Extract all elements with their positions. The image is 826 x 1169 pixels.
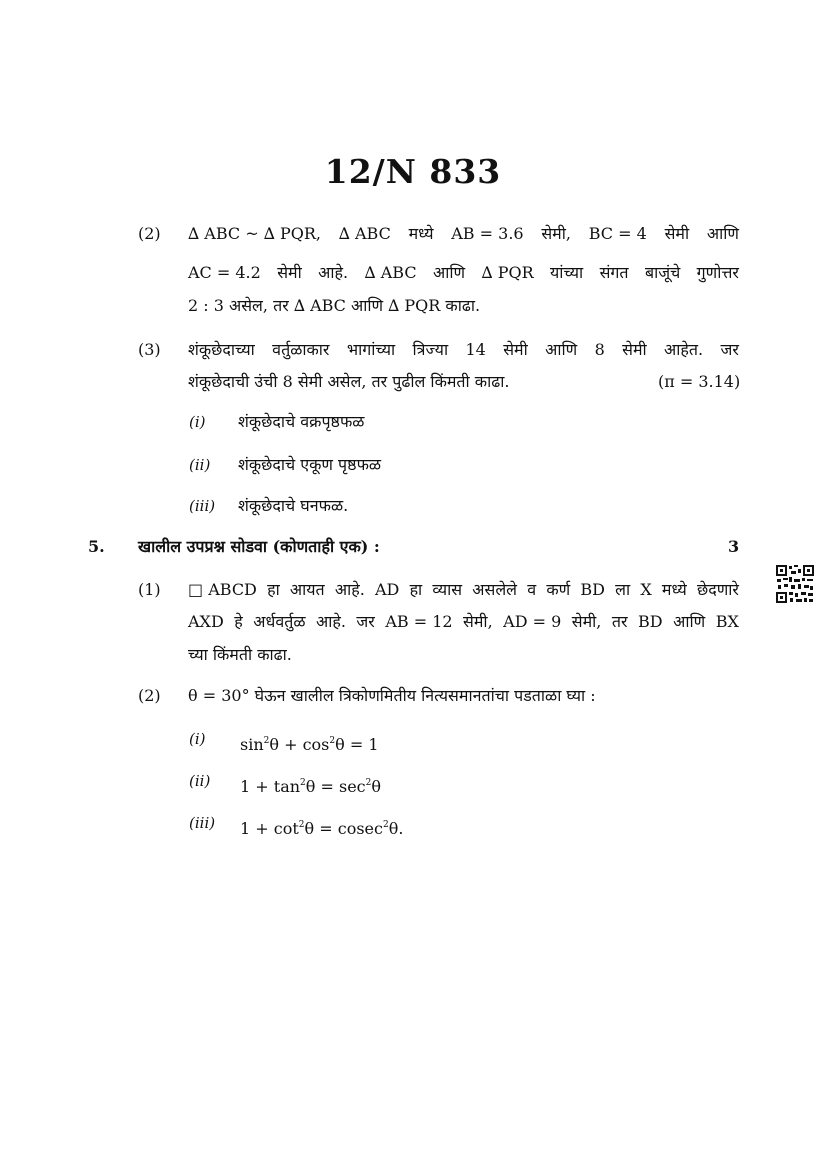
text-span: कर्ण <box>546 580 571 599</box>
text-span: आणि <box>673 612 706 631</box>
exponent: 2 <box>298 820 305 830</box>
text-span: हे <box>234 612 243 631</box>
text-span: X <box>640 580 652 599</box>
q3-line-2: शंकूछेदाची उंची 8 सेमी असेल, तर पुढील किंमती काढा. <box>188 372 510 391</box>
identity-2 <box>240 773 381 797</box>
text-span: जर <box>356 612 375 631</box>
text-span: जर <box>720 340 739 359</box>
text-span: आणि <box>432 263 466 282</box>
q5-1-line-1 <box>188 580 739 600</box>
sub-label: (ii) <box>189 772 211 790</box>
text-span: यांच्या <box>550 263 584 282</box>
marks: 3 <box>728 537 740 556</box>
question-number: (3) <box>138 340 161 359</box>
math-part: θ. <box>388 819 404 838</box>
qr-code-icon <box>776 565 814 603</box>
text-span: AC = 4.2 <box>188 263 261 282</box>
text-span: आहे. <box>318 263 349 282</box>
text-span: सेमी, <box>463 612 493 631</box>
text-span: 14 <box>465 340 486 359</box>
text-span: तर <box>611 612 628 631</box>
sub-text: शंकूछेदाचे एकूण पृष्ठफळ <box>238 455 382 474</box>
text-span: AD <box>374 580 400 599</box>
exponent: 2 <box>365 778 372 788</box>
q5-1-line-2 <box>188 612 739 632</box>
math-part: θ = cosec <box>304 819 383 838</box>
text-span: सेमी <box>622 340 647 359</box>
text-span: AD = 9 <box>503 612 562 631</box>
q5-2-intro: θ = 30° घेऊन खालील त्रिकोणमितीय नित्यसमानतांचा पडताळा घ्या : <box>188 686 596 705</box>
text-span: आहे. <box>334 580 365 599</box>
text-span: हा <box>409 580 423 599</box>
q5-1-line-3: च्या किंमती काढा. <box>188 645 292 664</box>
q2-line-2 <box>188 263 739 283</box>
text-span: गुणोत्तर <box>696 263 739 282</box>
question-number: (2) <box>138 224 161 243</box>
section-heading: खालील उपप्रश्न सोडवा (कोणताही एक) : <box>138 537 380 556</box>
math-part: θ <box>371 777 381 796</box>
text-span: AB = 3.6 <box>451 224 524 243</box>
text-span: ∆ ABC ~ ∆ PQR, <box>188 224 321 243</box>
text-span: त्रिज्या <box>412 340 449 359</box>
exponent: 2 <box>382 820 389 830</box>
text-span: असलेले <box>472 580 518 599</box>
text-span: ला <box>615 580 631 599</box>
text-span: AXD <box>188 612 224 631</box>
text-span: बाजूंचे <box>644 263 681 282</box>
sub-text: शंकूछेदाचे वक्रपृष्ठफळ <box>238 412 365 431</box>
text-span: सेमी, <box>571 612 602 631</box>
text-span: संगत <box>599 263 629 282</box>
text-span: आयत <box>289 580 325 599</box>
exponent: 2 <box>300 778 306 788</box>
q2-line-1 <box>188 224 739 244</box>
text-span: ∆ ABC <box>364 263 417 282</box>
text-span: सेमी <box>664 224 690 243</box>
sub-text: शंकूछेदाचे घनफळ. <box>238 496 349 515</box>
text-span: मध्ये <box>661 580 687 599</box>
sub-label: (i) <box>189 413 206 431</box>
math-part: 1 + cot <box>240 819 299 838</box>
text-span: आणि <box>706 224 739 243</box>
text-span: छेदणारे <box>696 580 739 599</box>
text-span: BX <box>715 612 739 631</box>
text-span: आहे. <box>315 612 346 631</box>
text-span: सेमी, <box>541 224 571 243</box>
text-span: सेमी <box>277 263 302 282</box>
exponent: 2 <box>263 736 270 746</box>
exponent: 2 <box>329 736 336 746</box>
text-span: आणि <box>545 340 578 359</box>
text-span: 8 <box>594 340 605 359</box>
question-number: (2) <box>138 686 161 705</box>
text-span: भागांच्या <box>346 340 396 359</box>
text-span: मध्ये <box>408 224 434 243</box>
text-span: व <box>527 580 537 599</box>
sub-label: (i) <box>189 730 206 748</box>
text-span: हा <box>267 580 280 599</box>
math-part: 1 + tan <box>240 777 301 796</box>
math-part: θ = sec <box>305 777 366 796</box>
page-title: 12/N 833 <box>324 152 502 191</box>
text-span: ∆ PQR <box>481 263 534 282</box>
math-part: θ = 1 <box>335 735 379 754</box>
q3-line-1 <box>188 340 739 360</box>
sub-label: (iii) <box>189 497 216 515</box>
text-span: सेमी <box>503 340 528 359</box>
identity-3 <box>240 815 403 839</box>
question-number: 5. <box>88 537 105 556</box>
math-part: θ + cos <box>269 735 330 754</box>
text-span: □ ABCD <box>188 580 257 599</box>
text-span: BD <box>580 580 605 599</box>
text-span: शंकूछेदाच्या <box>188 340 255 359</box>
text-span: BD <box>638 612 663 631</box>
text-span: वर्तुळाकार <box>272 340 330 359</box>
pi-note: (π = 3.14) <box>658 372 741 391</box>
text-span: AB = 12 <box>385 612 453 631</box>
text-span: ∆ ABC <box>338 224 391 243</box>
question-number: (1) <box>138 580 161 599</box>
identity-1 <box>240 731 379 755</box>
text-span: BC = 4 <box>588 224 647 243</box>
q2-line-3: 2 : 3 असेल, तर ∆ ABC आणि ∆ PQR काढा. <box>188 296 481 315</box>
text-span: आहेत. <box>664 340 704 359</box>
math-part: sin <box>240 735 264 754</box>
sub-label: (iii) <box>189 814 216 832</box>
text-span: व्यास <box>432 580 463 599</box>
text-span: अर्धवर्तुळ <box>253 612 306 631</box>
sub-label: (ii) <box>189 456 211 474</box>
